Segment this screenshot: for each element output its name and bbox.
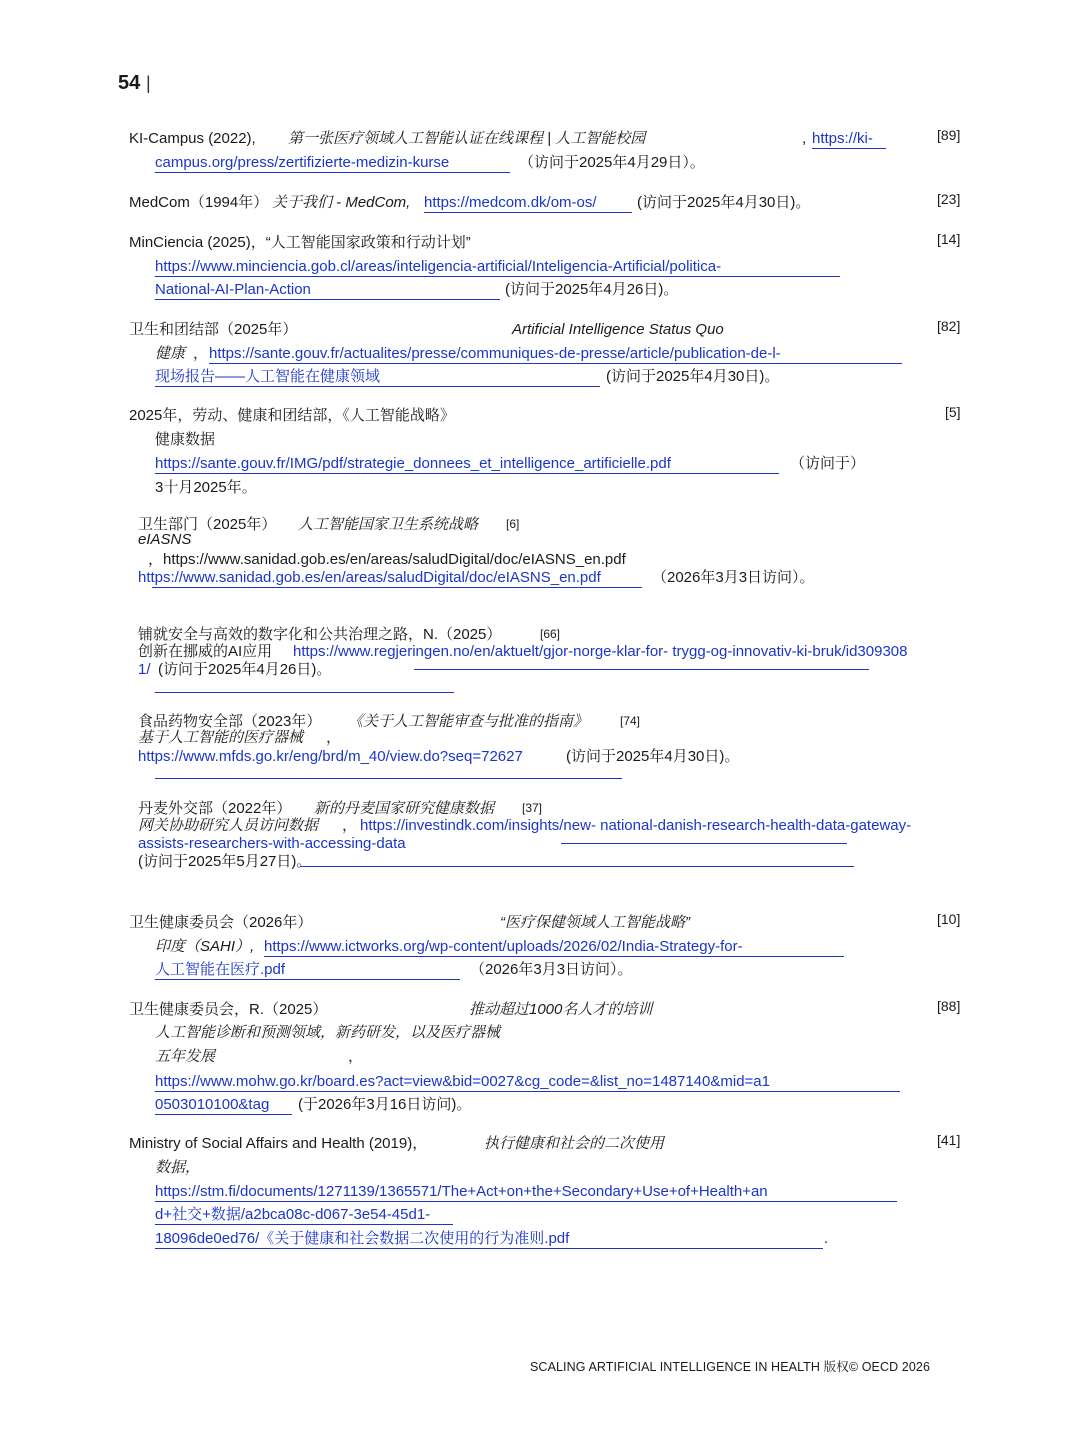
- ref-title: “医疗保健领域人工智能战略”: [500, 914, 690, 931]
- ref-title: 第一张医疗领域人工智能认证在线课程 | 人工智能校园: [288, 130, 646, 147]
- ref-link[interactable]: https://www.mfds.go.kr/eng/brd/m_40/view.do?seq=72627: [138, 748, 523, 765]
- ref-link-cont[interactable]: 1/: [138, 661, 151, 678]
- ref-title-cont: eIASNS: [138, 531, 192, 548]
- ref-link[interactable]: https://investindk.com/insights/new- national-danish-research-health-data-gateway-: [360, 817, 912, 834]
- ref-access-date: (访问于2025年4月30日)。: [637, 194, 811, 211]
- ref-link[interactable]: https://www.sanidad.gob.es/en/areas/saludDigital/doc/eIASNS_en.pdf: [138, 569, 601, 586]
- ref-access-date: (访问于2025年5月27日)。: [138, 853, 312, 870]
- ref-author: 食品药物安全部（2023年）: [138, 713, 322, 730]
- ref-number: [37]: [522, 801, 543, 815]
- ref-end: .: [824, 1230, 829, 1247]
- ref-link-cont[interactable]: 0503010100&tag: [155, 1096, 270, 1113]
- ref-title-cont: 网关协助研究人员访问数据: [138, 817, 319, 834]
- ref-author: 丹麦外交部（2022年）: [138, 800, 292, 817]
- ref-text: ，https://www.sanidad.gob.es/en/areas/saludDigital/doc/eIASNS_en.pdf: [148, 551, 626, 568]
- ref-link-cont[interactable]: campus.org/press/zertifizierte-medizin-kurse: [155, 154, 450, 171]
- ref-author: Ministry of Social Affairs and Health (2019)，: [129, 1135, 428, 1152]
- ref-link[interactable]: https://www.ictworks.org/wp-content/uploads/2026/02/India-Strategy-for-: [264, 938, 743, 955]
- ref-link-cont-2[interactable]: 18096de0ed76/《关于健康和社会数据二次使用的行为准则.pdf: [155, 1230, 570, 1247]
- ref-link[interactable]: https://www.mohw.go.kr/board.es?act=view&bid=0027&cg_code=&list_no=1487140&mid=a1: [155, 1073, 770, 1090]
- ref-number: [23]: [937, 191, 961, 207]
- ref-author: MedCom（1994年）: [129, 194, 269, 211]
- ref-title: Artificial Intelligence Status Quo: [512, 321, 724, 338]
- ref-author: MinCiencia (2025)，“人工智能国家政策和行动计划”: [129, 234, 471, 251]
- ref-title: 关于我们 - MedCom,: [272, 194, 411, 211]
- ref-title-cont: 数据，: [155, 1159, 201, 1176]
- ref-link[interactable]: https://stm.fi/documents/1271139/1365571/The+Act+on+the+Secondary+Use+of+Health+an: [155, 1183, 768, 1200]
- ref-title-cont: 印度（SAHI）,: [155, 938, 255, 955]
- ref-link[interactable]: https://sante.gouv.fr/IMG/pdf/strategie_donnees_et_intelligence_artificielle.pdf: [155, 455, 671, 472]
- ref-comma: ，: [193, 345, 209, 362]
- ref-number: [82]: [937, 318, 961, 334]
- page-number: 54: [118, 72, 141, 94]
- ref-title-cont-2: 五年发展: [155, 1048, 216, 1065]
- ref-comma: ，: [348, 1048, 364, 1065]
- ref-comma: ，: [326, 729, 342, 746]
- ref-number: [10]: [937, 911, 961, 927]
- ref-access-date: （2026年3月3日访问）。: [470, 961, 633, 978]
- ref-number: [74]: [620, 714, 641, 728]
- ref-author: KI-Campus (2022),: [129, 130, 256, 147]
- ref-access-date: (于2026年3月16日访问)。: [298, 1096, 472, 1113]
- ref-comma: ，: [342, 817, 358, 834]
- ref-comma: ,: [802, 130, 807, 147]
- ref-number: [41]: [937, 1132, 961, 1148]
- ref-link[interactable]: https://sante.gouv.fr/actualites/presse/communiques-de-presse/article/publication-de-l-: [209, 345, 781, 362]
- ref-access-date: （访问于）: [790, 455, 866, 472]
- ref-number: [88]: [937, 998, 961, 1014]
- ref-title-cont: 创新在挪威的AI应用: [138, 643, 273, 660]
- page-footer: SCALING ARTIFICIAL INTELLIGENCE IN HEALTH 版权© OECD 2026: [530, 1360, 931, 1374]
- ref-author: 卫生部门（2025年）: [138, 516, 277, 533]
- ref-title-cont: 健康: [155, 345, 186, 362]
- ref-access-date: (访问于2025年4月30日)。: [566, 748, 740, 765]
- ref-number: [6]: [506, 517, 520, 531]
- ref-author: 铺就安全与高效的数字化和公共治理之路，N.（2025）: [138, 626, 502, 643]
- ref-link-cont[interactable]: d+社交+数据/a2bca08c-d067-3e54-45d1-: [155, 1206, 431, 1223]
- ref-author: 卫生健康委员会（2026年）: [129, 914, 313, 931]
- ref-access-date: (访问于2025年4月26日)。: [158, 661, 332, 678]
- ref-link[interactable]: https://www.minciencia.gob.cl/areas/inteligencia-artificial/Inteligencia-Artificial/politica-: [155, 258, 722, 275]
- ref-title: 《关于人工智能审查与批准的指南》: [348, 713, 589, 730]
- ref-title: 推动超过1000名人才的培训: [469, 1001, 653, 1018]
- ref-number: [5]: [945, 404, 961, 420]
- ref-link-cont[interactable]: 人工智能在医疗.pdf: [155, 961, 286, 978]
- ref-number: [14]: [937, 231, 961, 247]
- ref-title: 人工智能国家卫生系统战略: [298, 516, 479, 533]
- ref-access-date: （2026年3月3日访问）。: [652, 569, 815, 586]
- ref-link[interactable]: https://www.regjeringen.no/en/aktuelt/gjor-norge-klar-for- trygg-og-innovativ-ki-bruk/id309308: [293, 643, 908, 660]
- page-number-separator: |: [146, 73, 151, 93]
- ref-access-date: (访问于2025年4月26日)。: [505, 281, 679, 298]
- ref-author: 卫生健康委员会，R.（2025）: [129, 1001, 328, 1018]
- ref-number: [66]: [540, 627, 561, 641]
- ref-title-cont: 人工智能诊断和预测领域，新药研发，以及医疗器械: [155, 1024, 501, 1041]
- ref-link-cont[interactable]: assists-researchers-with-accessing-data: [138, 835, 406, 852]
- ref-link-cont[interactable]: National-AI-Plan-Action: [155, 281, 311, 298]
- ref-title: 执行健康和社会的二次使用: [484, 1135, 665, 1152]
- ref-link-cont[interactable]: 现场报告——人工智能在健康领域: [155, 368, 381, 385]
- ref-title-cont: 健康数据: [155, 431, 216, 448]
- ref-link[interactable]: https://ki-: [812, 130, 873, 147]
- ref-title: 新的丹麦国家研究健康数据: [314, 800, 495, 817]
- ref-title-cont: 基于人工智能的医疗器械: [138, 729, 304, 746]
- ref-author: 2025年，劳动、健康和团结部，《人工智能战略》: [129, 407, 455, 424]
- ref-access-date: (访问于2025年4月30日)。: [606, 368, 780, 385]
- ref-link[interactable]: https://medcom.dk/om-os/: [424, 194, 597, 211]
- ref-access-date-cont: 3十月2025年。: [155, 479, 257, 496]
- ref-number: [89]: [937, 127, 961, 143]
- ref-access-date: （访问于2025年4月29日）。: [519, 154, 705, 171]
- ref-author: 卫生和团结部（2025年）: [129, 321, 298, 338]
